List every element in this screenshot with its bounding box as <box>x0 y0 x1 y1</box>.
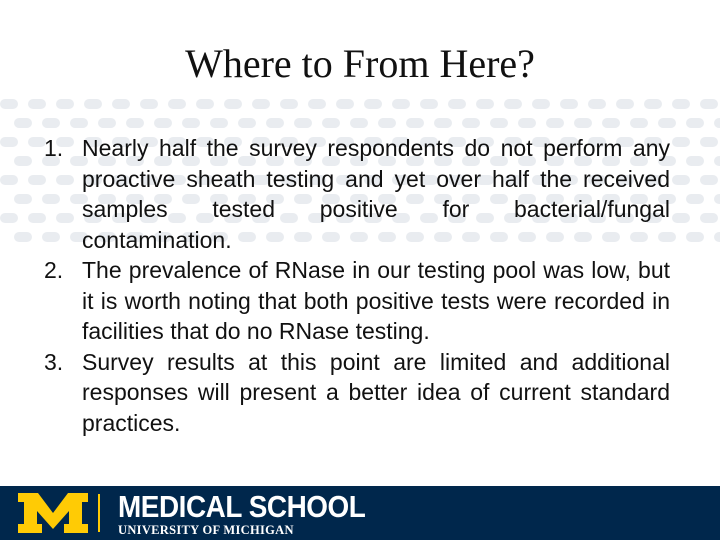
pattern-dash <box>462 118 480 128</box>
list-item-text: The prevalence of RNase in our testing pool was low, but it is worth noting that both positive tests were recorded in facilities that do no RNase testing. <box>82 257 670 344</box>
pattern-dash <box>140 99 158 109</box>
list-item <box>44 255 670 347</box>
pattern-dash <box>42 118 60 128</box>
pattern-dash <box>672 137 690 147</box>
pattern-dash <box>224 99 242 109</box>
pattern-dash <box>14 232 32 242</box>
pattern-dash <box>0 175 18 185</box>
pattern-dash <box>336 99 354 109</box>
pattern-dash <box>14 118 32 128</box>
pattern-dash <box>0 99 18 109</box>
pattern-dash <box>364 99 382 109</box>
pattern-dash <box>546 118 564 128</box>
pattern-dash <box>252 99 270 109</box>
pattern-dash <box>700 175 718 185</box>
pattern-dash <box>686 156 704 166</box>
pattern-dash <box>700 137 718 147</box>
pattern-dash <box>266 118 284 128</box>
pattern-dash <box>714 156 720 166</box>
pattern-dash <box>714 118 720 128</box>
list-item-number: 1. <box>44 135 64 161</box>
pattern-dash <box>238 118 256 128</box>
pattern-dash <box>280 99 298 109</box>
pattern-dash <box>126 118 144 128</box>
pattern-dash <box>392 99 410 109</box>
pattern-dash <box>504 99 522 109</box>
pattern-dash <box>672 99 690 109</box>
pattern-dash <box>560 99 578 109</box>
pattern-dash <box>448 99 466 109</box>
list-item-text: Nearly half the survey respondents do not perform any proactive sheath testing and yet over half the received samples tested positive for bacterial/fungal contamination. <box>82 135 670 253</box>
pattern-dash <box>28 99 46 109</box>
footer-banner <box>0 486 720 540</box>
pattern-dash <box>350 118 368 128</box>
pattern-dash <box>322 118 340 128</box>
pattern-dash <box>56 99 74 109</box>
pattern-dash <box>686 194 704 204</box>
pattern-dash <box>658 118 676 128</box>
pattern-dash <box>98 118 116 128</box>
pattern-dash <box>532 99 550 109</box>
list-item-number: 3. <box>44 348 64 375</box>
pattern-dash <box>588 99 606 109</box>
pattern-dash <box>168 99 186 109</box>
block-m-logo <box>18 493 88 533</box>
list-item-number: 2. <box>44 257 64 283</box>
pattern-dash <box>700 213 718 223</box>
pattern-dash <box>0 137 18 147</box>
pattern-dash <box>84 99 102 109</box>
pattern-dash <box>686 232 704 242</box>
pattern-dash <box>0 213 18 223</box>
pattern-dash <box>714 232 720 242</box>
pattern-dash <box>630 118 648 128</box>
pattern-dash <box>154 118 172 128</box>
footer-divider <box>98 494 100 532</box>
pattern-dash <box>686 118 704 128</box>
pattern-dash <box>70 118 88 128</box>
pattern-dash <box>406 118 424 128</box>
pattern-dash <box>714 194 720 204</box>
list-item-text: Survey results at this point are limited and additional responses will present a better idea of current standard practices. <box>82 348 670 436</box>
pattern-dash <box>574 118 592 128</box>
pattern-dash <box>14 194 32 204</box>
pattern-dash <box>378 118 396 128</box>
pattern-dash <box>602 118 620 128</box>
pattern-dash <box>210 118 228 128</box>
pattern-dash <box>700 99 718 109</box>
list-item <box>44 347 670 439</box>
pattern-dash <box>434 118 452 128</box>
pattern-dash <box>308 99 326 109</box>
pattern-dash <box>420 99 438 109</box>
pattern-dash <box>294 118 312 128</box>
pattern-dash <box>672 213 690 223</box>
pattern-dash <box>196 99 214 109</box>
pattern-dash <box>490 118 508 128</box>
pattern-dash <box>644 99 662 109</box>
slide-title: Where to From Here? <box>185 41 535 86</box>
university-name: UNIVERSITY OF MICHIGAN <box>118 523 294 537</box>
pattern-dash <box>616 99 634 109</box>
pattern-dash <box>518 118 536 128</box>
list-item <box>44 133 670 255</box>
pattern-dash <box>182 118 200 128</box>
pattern-dash <box>14 156 32 166</box>
pattern-dash <box>672 175 690 185</box>
pattern-dash <box>112 99 130 109</box>
numbered-list <box>44 133 670 438</box>
school-name: MEDICAL SCHOOL <box>118 489 366 524</box>
pattern-dash <box>476 99 494 109</box>
